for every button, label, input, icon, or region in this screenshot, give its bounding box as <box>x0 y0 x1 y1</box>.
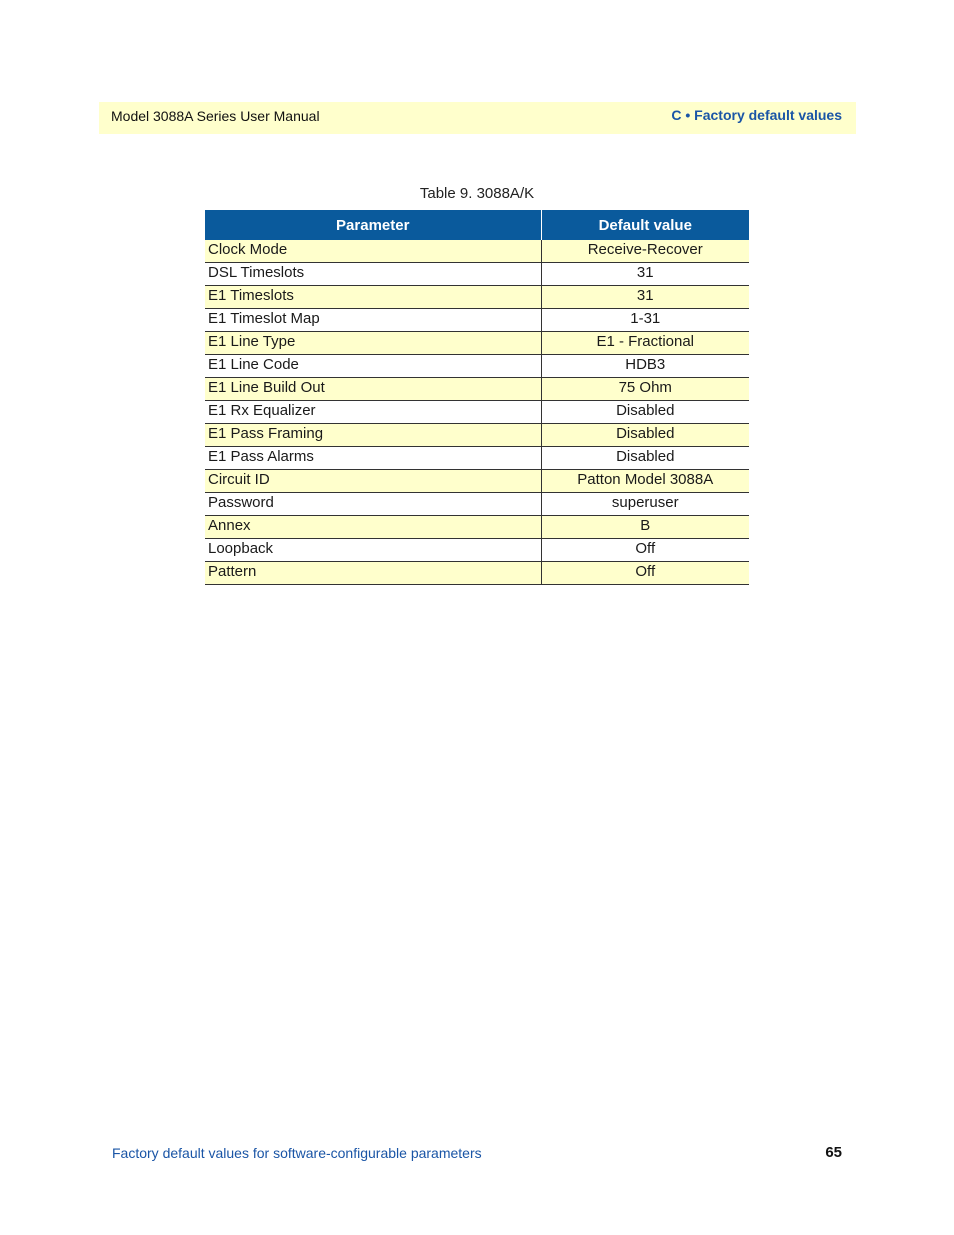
column-header-default-value: Default value <box>541 210 749 240</box>
table-row <box>205 493 749 516</box>
default-value-cell: B <box>541 516 749 539</box>
parameter-cell: E1 Pass Alarms <box>205 447 541 470</box>
parameter-cell: E1 Line Type <box>205 332 541 355</box>
table-row <box>205 309 749 332</box>
parameter-cell: Password <box>205 493 541 516</box>
table-row <box>205 447 749 470</box>
table-caption: Table 9. 3088A/K <box>419 185 535 202</box>
default-value-cell: E1 - Fractional <box>541 332 749 355</box>
table-row <box>205 424 749 447</box>
parameter-cell: E1 Line Code <box>205 355 541 378</box>
table-row <box>205 332 749 355</box>
default-value-cell: Disabled <box>541 401 749 424</box>
parameter-cell: E1 Timeslot Map <box>205 309 541 332</box>
default-value-cell: Disabled <box>541 424 749 447</box>
default-value-cell: 75 Ohm <box>541 378 749 401</box>
parameter-cell: DSL Timeslots <box>205 263 541 286</box>
parameter-cell: Pattern <box>205 562 541 585</box>
section-title: C • Factory default values <box>671 107 842 123</box>
table-row <box>205 286 749 309</box>
default-value-cell: Off <box>541 539 749 562</box>
default-value-cell: 31 <box>541 263 749 286</box>
table-row <box>205 562 749 585</box>
default-value-cell: 31 <box>541 286 749 309</box>
parameter-cell: E1 Pass Framing <box>205 424 541 447</box>
parameter-cell: Loopback <box>205 539 541 562</box>
parameter-cell: Circuit ID <box>205 470 541 493</box>
default-value-cell: superuser <box>541 493 749 516</box>
column-header-parameter: Parameter <box>205 210 541 240</box>
table-row <box>205 470 749 493</box>
parameter-cell: E1 Timeslots <box>205 286 541 309</box>
footer-section-title: Factory default values for software-configurable parameters <box>112 1145 482 1161</box>
running-header <box>99 102 856 134</box>
table-row <box>205 355 749 378</box>
manual-title: Model 3088A Series User Manual <box>111 108 320 124</box>
parameter-cell: Clock Mode <box>205 240 541 263</box>
default-value-cell: 1-31 <box>541 309 749 332</box>
factory-defaults-table <box>205 210 749 585</box>
default-value-cell: HDB3 <box>541 355 749 378</box>
parameter-cell: Annex <box>205 516 541 539</box>
parameter-cell: E1 Line Build Out <box>205 378 541 401</box>
parameter-cell: E1 Rx Equalizer <box>205 401 541 424</box>
table-row <box>205 516 749 539</box>
table-row <box>205 263 749 286</box>
default-value-cell: Receive-Recover <box>541 240 749 263</box>
default-value-cell: Patton Model 3088A <box>541 470 749 493</box>
table-row <box>205 401 749 424</box>
default-value-cell: Off <box>541 562 749 585</box>
default-value-cell: Disabled <box>541 447 749 470</box>
table-row <box>205 378 749 401</box>
table-row <box>205 539 749 562</box>
page-number: 65 <box>825 1144 842 1161</box>
table-header-row <box>205 210 749 240</box>
table-row <box>205 240 749 263</box>
